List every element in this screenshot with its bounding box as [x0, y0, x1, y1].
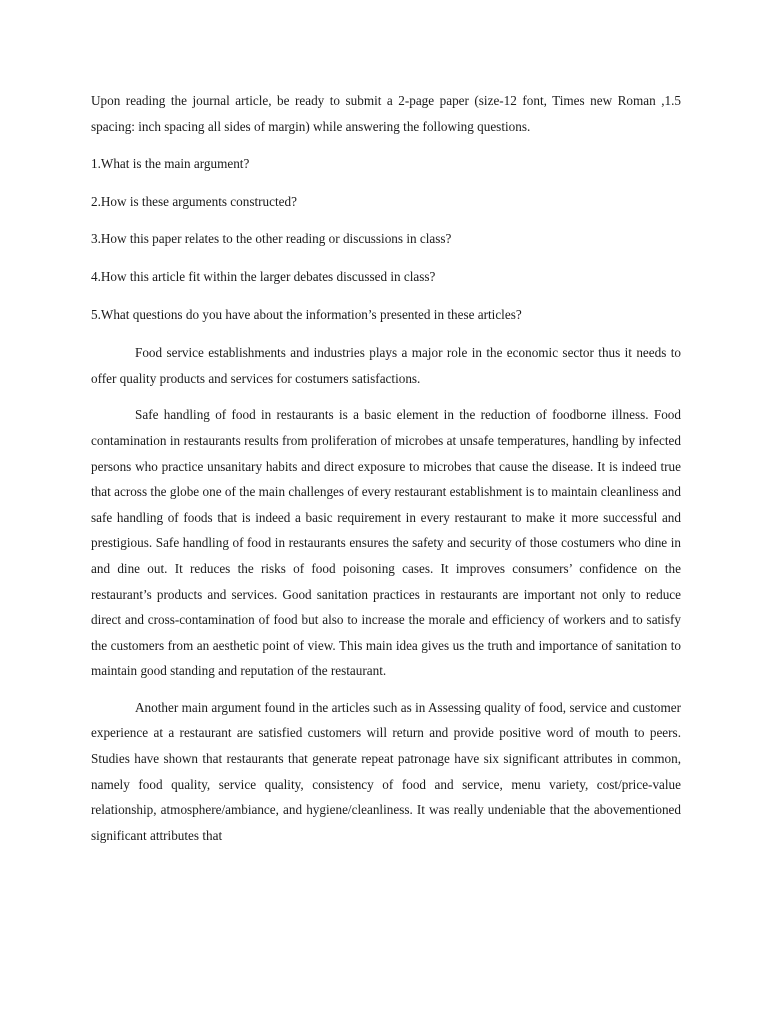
body-paragraph-2: Safe handling of food in restaurants is a basic element in the reduction of foodborne illness. Food contamination in restaurants results from proliferation of microbes at unsafe temperatures, handling by infected persons who practice unsanitary habits and direct exposure to microbes that cause the disease. It is indeed true that across the globe one of the main challenges of every restaurant establishment is to maintain cleanliness and safe handling of foods that is indeed a basic requirement in every restaurant to make it more successful and prestigious. Safe handling of food in restaurants ensures the safety and security of those costumers who dine in and dine out. It reduces the risks of food poisoning cases. It improves consumers’ confidence on the restaurant’s products and services. Good sanitation practices in restaurants are important not only to reduce direct and cross-contamination of food but also to increase the morale and efficiency of workers and to satisfy the customers from an aesthetic point of view. This main idea gives us the truth and importance of sanitation to maintain good standing and reputation of the restaurant.: [91, 407, 681, 679]
body-paragraph-1: Food service establishments and industries plays a major role in the economic sector thus it needs to offer quality products and services for costumers satisfactions.: [91, 345, 681, 386]
question-4: 4.How this article fit within the larger debates discussed in class?: [91, 268, 436, 284]
document-body: [91, 88, 681, 848]
body-paragraph-3: Another main argument found in the articles such as in Assessing quality of food, service and customer experience at a restaurant are satisfied customers will return and provide positive word of mouth to peers. Studies have shown that restaurants that generate repeat patronage have six significant attributes in common, namely food quality, service quality, consistency of food and service, menu variety, cost/price-value relationship, atmosphere/ambiance, and hygiene/cleanliness. It was really undeniable that the abovementioned significant attributes that: [91, 699, 681, 843]
question-5: 5.What questions do you have about the information’s presented in these articles?: [91, 306, 522, 322]
question-1: 1.What is the main argument?: [91, 156, 250, 172]
assignment-instructions: Upon reading the journal article, be ready to submit a 2-page paper (size-12 font, Times new Roman ,1.5 spacing: inch spacing all sides of margin) while answering the following questions.: [91, 93, 681, 134]
question-3: 3.How this paper relates to the other reading or discussions in class?: [91, 231, 452, 247]
question-2: 2.How is these arguments constructed?: [91, 193, 297, 209]
